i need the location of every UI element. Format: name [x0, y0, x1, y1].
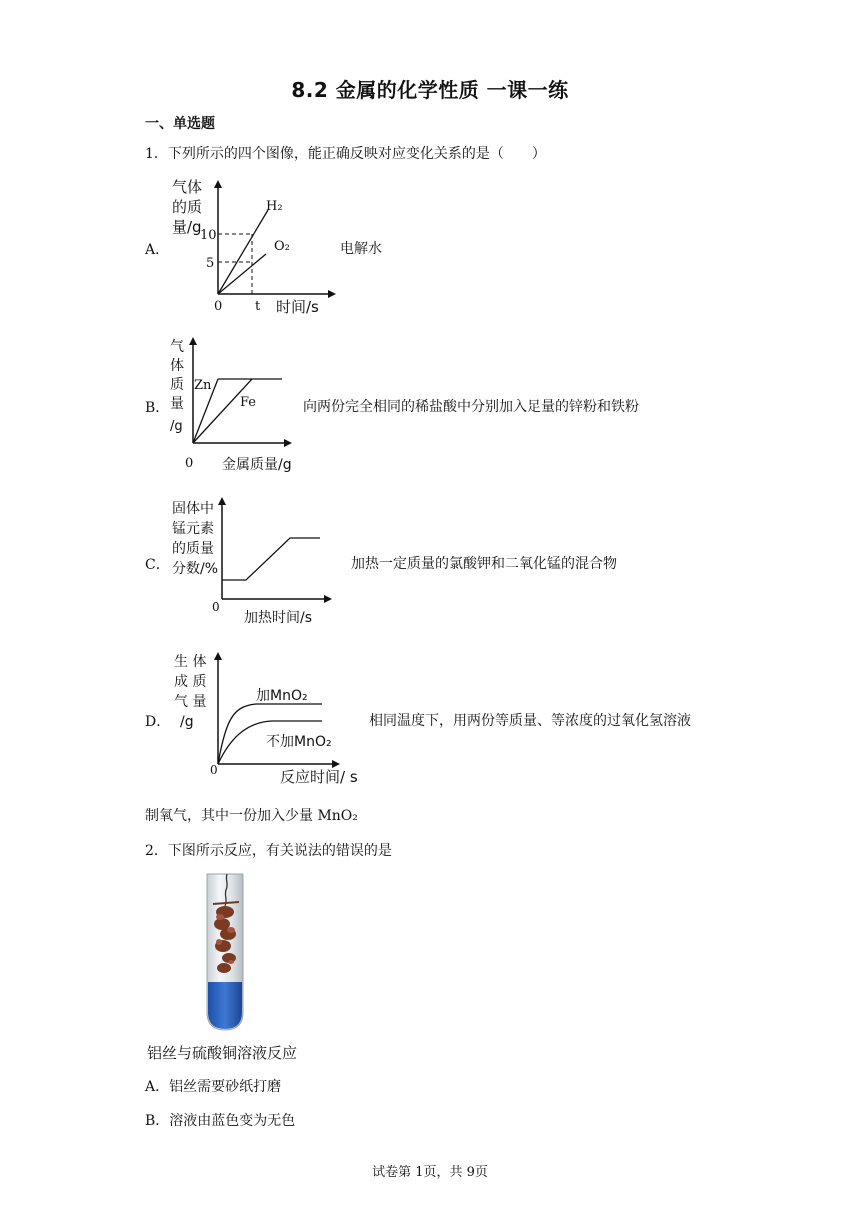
q2-option-a — [145, 1076, 281, 1096]
graph-a-line-h2: H₂ — [266, 199, 283, 214]
graph-b-origin: 0 — [185, 456, 194, 471]
option-b-desc: 向两份完全相同的稀盐酸中分别加入足量的锌粉和铁粉 — [303, 399, 639, 415]
graph-a-ylabel-1: 气体 — [172, 178, 203, 196]
graph-a-xtick-t: t — [255, 299, 261, 314]
graph-a-ytick-5: 5 — [206, 256, 215, 271]
option-d-desc-continued: 制氧气，其中一份加入少量 MnO₂ — [145, 808, 358, 824]
option-d-desc: 相同温度下，用两份等质量、等浓度的过氧化氢溶液 — [369, 713, 691, 729]
option-c-desc: 加热一定质量的氯酸钾和二氧化锰的混合物 — [351, 556, 617, 572]
graph-d — [160, 648, 360, 788]
test-tube-photo — [195, 872, 255, 1034]
graph-a-origin: 0 — [214, 299, 223, 314]
option-a-desc: 电解水 — [340, 241, 382, 257]
graph-d-ylabel-1: 生 体 — [174, 654, 207, 670]
graph-d-ylabel-2: 成 质 — [174, 674, 207, 690]
graph-b-line-fe: Fe — [240, 395, 257, 410]
graph-c-origin: 0 — [212, 600, 220, 614]
graph-d-ylabel-3: 气 量 — [174, 694, 207, 710]
graph-b-ylabel-4: 量 — [170, 396, 184, 412]
graph-c-ylabel-4: 分数/% — [172, 561, 219, 577]
option-a-letter: A． — [145, 242, 170, 258]
graph-c-ylabel-1: 固体中 — [172, 501, 214, 517]
graph-b — [160, 333, 310, 478]
q2-option-b-letter: B． — [145, 1113, 170, 1129]
graph-a-ylabel-3: 量/g — [172, 218, 202, 236]
graph-b-ylabel-1: 气 — [170, 339, 184, 355]
section-heading: 一、单选题 — [145, 116, 215, 132]
graph-b-ylabel-2: 体 — [170, 358, 184, 374]
option-b-letter: B． — [145, 400, 170, 416]
test-tube-caption: 铝丝与硫酸铜溶液反应 — [147, 1044, 298, 1062]
graph-d-origin: 0 — [210, 763, 218, 777]
q2-option-b — [145, 1110, 295, 1130]
graph-a-line-o2: O₂ — [274, 239, 290, 254]
q2-option-b-text: 溶液由蓝色变为无色 — [169, 1113, 296, 1129]
graph-b-line-zn: Zn — [194, 378, 212, 393]
graph-c-ylabel-3: 的质量 — [172, 541, 214, 557]
graph-c — [160, 493, 345, 633]
graph-a-ytick-10: 10 — [200, 228, 217, 243]
q2-option-a-text: 铝丝需要砂纸打磨 — [169, 1079, 282, 1095]
page-footer: 试卷第 1页，共 9页 — [372, 1165, 488, 1180]
q2-option-a-letter: A． — [145, 1079, 170, 1095]
graph-b-ylabel-5: /g — [170, 419, 183, 434]
graph-d-xlabel: 反应时间/ s — [280, 768, 358, 786]
graph-b-ylabel-3: 质 — [170, 377, 184, 393]
graph-b-xlabel: 金属质量/g — [222, 457, 292, 473]
graph-a-ylabel-2: 的质 — [172, 198, 203, 216]
graph-a-xlabel: 时间/s — [276, 298, 319, 316]
question-1-stem: 1．下列所示的四个图像，能正确反映对应变化关系的是（ ） — [145, 146, 546, 162]
question-2-stem: 2．下图所示反应，有关说法的错误的是 — [145, 843, 392, 859]
graph-d-line-with-mno2: 加MnO₂ — [256, 688, 308, 704]
option-d-letter: D． — [145, 714, 171, 730]
graph-a — [160, 172, 360, 322]
graph-c-ylabel-2: 锰元素 — [172, 521, 214, 537]
page-title: 8.2 金属的化学性质 一课一练 — [291, 78, 569, 102]
graph-c-xlabel: 加热时间/s — [244, 610, 313, 626]
option-c-letter: C． — [145, 557, 170, 573]
graph-d-line-without-mno2: 不加MnO₂ — [266, 734, 332, 750]
graph-d-ylabel-4: /g — [180, 714, 194, 730]
